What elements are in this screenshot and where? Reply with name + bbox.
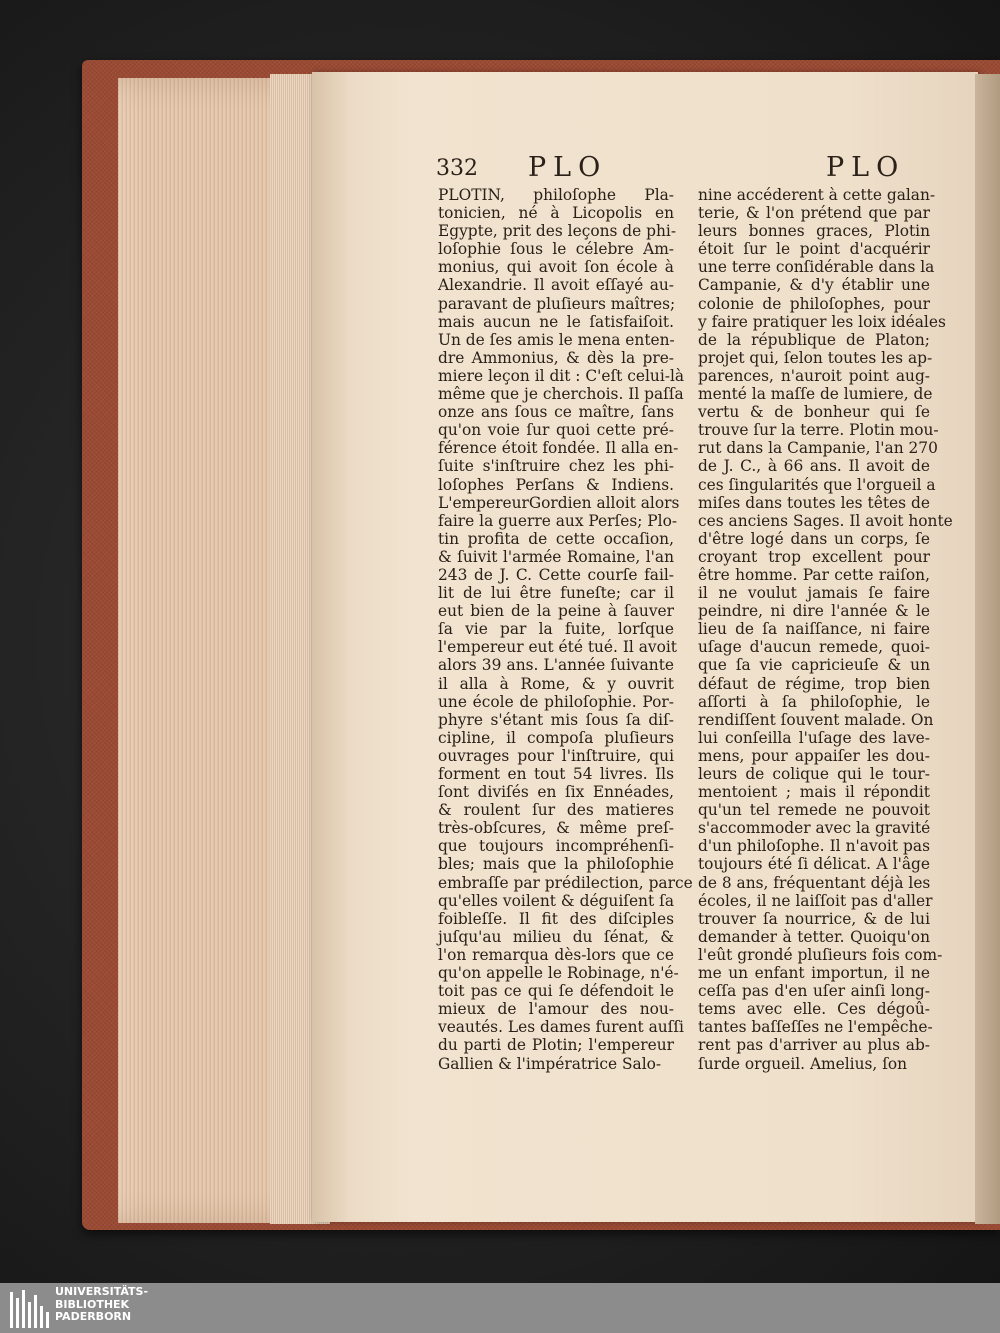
text-line: loſophes Perſans & Indiens. [438, 475, 674, 494]
text-line: qu'on voie ſur quoi cette pré- [438, 421, 674, 440]
text-line: trouve ſur la terre. Plotin mou- [698, 421, 939, 440]
text-line: menté la maſſe de lumiere, de [698, 385, 933, 404]
text-line: ſa vie par la fuite, lorſque [438, 620, 674, 639]
text-line: de J. C., à 66 ans. Il avoit de [698, 457, 930, 476]
text-column-left [438, 186, 693, 1073]
text-line: & roulent ſur des matieres [438, 801, 674, 820]
text-line: que ſa vie capricieuſe & un [698, 656, 930, 675]
text-line: d'être logé dans un corps, ſe [698, 529, 930, 548]
text-line: rent pas d'arriver au plus ab- [698, 1036, 930, 1055]
text-line: croyant trop excellent pour [698, 547, 930, 566]
text-line: terie, & l'on prétend que par [698, 204, 930, 223]
library-name [55, 1286, 148, 1324]
text-line: colonie de philoſophes, pour [698, 294, 930, 313]
text-line: onze ans ſous ce maître, ſans [438, 403, 674, 422]
text-line: peindre, ni dire l'année & le [698, 602, 930, 621]
text-line: tonicien, né à Licopolis en [438, 204, 674, 223]
text-line: être homme. Par cette raiſon, [698, 565, 930, 584]
text-line: Alexandrie. Il avoit eſſayé au- [438, 276, 674, 295]
text-line: trouver ſa nourrice, & de lui [698, 909, 930, 928]
text-line: ſont diviſés en ſix Ennéades, [438, 783, 674, 802]
text-line: mens, pour appaiſer les dou- [698, 746, 930, 765]
text-line: écoles, il ne laiſſoit pas d'aller [698, 891, 933, 910]
text-line: il ne voulut jamais ſe faire [698, 584, 930, 603]
library-name-line-1: UNIVERSITÄTS- [55, 1285, 149, 1298]
text-line: l'on remarqua dès-lors que ce [438, 945, 674, 964]
text-line: monius, qui avoit ſon école à [438, 258, 674, 277]
text-line: tin profita de cette occaſion, [438, 529, 674, 548]
text-line: y faire pratiquer les loix idéales [698, 312, 946, 331]
text-line: rendiſſent ſouvent malade. On [698, 710, 934, 729]
text-line: défaut de régime, trop bien [698, 674, 930, 693]
text-line: ſuite s'inſtruire chez les phi- [438, 457, 674, 476]
text-line: aſſorti à ſa philoſophie, le [698, 692, 930, 711]
text-line: que toujours incompréhenſi- [438, 837, 674, 856]
text-line: d'un philoſophe. Il n'avoit pas [698, 837, 930, 856]
left-running-head: PLO [528, 152, 608, 183]
text-line: uſage d'aucun remede, quoi- [698, 638, 930, 657]
text-line: 243 de J. C. Cette courſe fail- [438, 565, 674, 584]
text-line: juſqu'au milieu du ſénat, & [438, 927, 674, 946]
text-line: alors 39 ans. L'année ſuivante [438, 656, 674, 675]
text-line: phyre s'étant mis ſous ſa diſ- [438, 710, 674, 729]
text-line: mentoient ; mais il répondit [698, 783, 930, 802]
text-column-right [698, 186, 953, 1073]
text-line: ouvrages pour l'inſtruire, qui [438, 746, 674, 765]
text-line: une école de philoſophie. Por- [438, 692, 674, 711]
text-line: projet qui, ſelon toutes les ap- [698, 348, 933, 367]
text-line: férence étoit fondée. Il alla en- [438, 439, 679, 458]
text-line: ſurde orgueil. Amelius, ſon [698, 1054, 908, 1073]
text-line: du parti de Plotin; l'empereur [438, 1036, 674, 1055]
footer-bar [0, 1283, 1000, 1333]
page-gutter [975, 74, 1000, 1224]
text-line: PLOTIN, philoſophe Pla- [438, 186, 674, 204]
text-line: tantes baſſeſſes ne l'empêche- [698, 1018, 933, 1037]
text-line: miſes dans toutes les têtes de [698, 493, 930, 512]
text-line: vertu & de bonheur qui ſe [698, 403, 930, 422]
text-line: parences, n'auroit point aug- [698, 366, 930, 385]
text-line: paravant de pluſieurs maîtres; [438, 294, 676, 313]
text-line: cipline, il compoſa pluſieurs [438, 728, 674, 747]
text-line: eut bien de la peine à ſauver [438, 602, 674, 621]
text-line: il alla à Rome, & y ouvrit [438, 674, 674, 693]
text-line: veautés. Les dames furent auſſi [438, 1018, 684, 1037]
text-line: toujours été ſi délicat. A l'âge [698, 855, 930, 874]
text-line: lui conſeilla l'uſage des lave- [698, 728, 930, 747]
text-line: rut dans la Campanie, l'an 270 [698, 439, 938, 458]
text-line: tems avec elle. Ces dégoû- [698, 1000, 930, 1019]
text-line: L'empereurGordien alloit alors [438, 493, 680, 512]
text-line: ceſſa pas d'en uſer ainſi long- [698, 982, 930, 1001]
text-line: même que je cherchois. Il paſſa [438, 385, 684, 404]
text-line: foibleſſe. Il fit des diſciples [438, 909, 674, 928]
right-running-head: PLO [826, 152, 906, 183]
text-line: de 8 ans, fréquentant déjà les [698, 873, 931, 892]
text-line: qu'un tel remede ne pouvoit [698, 801, 930, 820]
library-logo-icon [8, 1286, 52, 1330]
text-line: l'empereur eut été tué. Il avoit [438, 638, 677, 657]
text-line: leurs de colique qui le tour- [698, 765, 930, 783]
text-line: s'accommoder avec la gravité [698, 819, 931, 838]
text-line: mais aucun ne le ſatisfaiſoit. [438, 312, 674, 331]
text-line: Gallien & l'impératrice Salo- [438, 1054, 662, 1073]
text-line: & ſuivit l'armée Romaine, l'an [438, 547, 674, 566]
library-name-line-3: PADERBORN [55, 1310, 132, 1323]
text-line: me un enfant importun, il ne [698, 964, 930, 983]
text-line: une terre conſidérable dans la [698, 258, 935, 277]
page-number: 332 [436, 156, 478, 181]
text-line: lieu de ſa naiſſance, ni faire [698, 620, 930, 639]
text-line: l'eût grondé pluſieurs fois com- [698, 945, 943, 964]
text-line: Campanie, & d'y établir une [698, 276, 930, 295]
text-line: faire la guerre aux Perſes; Plo- [438, 511, 678, 530]
text-line: dre Ammonius, & dès la pre- [438, 348, 674, 367]
text-line: leurs bonnes graces, Plotin [698, 222, 930, 241]
text-line: forment en tout 54 livres. Ils [438, 765, 674, 783]
text-line: mieux de l'amour des nou- [438, 1000, 674, 1019]
text-line: étoit ſur le point d'acquérir [698, 240, 930, 259]
text-line: demander à tetter. Quoiqu'on [698, 927, 930, 946]
text-line: lit de lui être funeſte; car il [438, 584, 674, 603]
text-line: miere leçon il dit : C'eſt celui-là [438, 366, 685, 385]
text-line: toit pas ce qui ſe défendoit le [438, 982, 674, 1001]
running-header [436, 152, 942, 186]
library-name-line-2: BIBLIOTHEK [55, 1297, 130, 1311]
text-line: qu'elles voilent & déguiſent ſa [438, 891, 674, 910]
text-line: très-obſcures, & même preſ- [438, 819, 674, 838]
text-line: bles; mais que la philoſophie [438, 855, 674, 874]
text-line: ces ſingularités que l'orgueil a [698, 475, 936, 494]
text-line: Un de ſes amis le mena enten- [438, 330, 675, 349]
text-line: de la république de Platon; [698, 330, 930, 349]
text-line: ces anciens Sages. Il avoit honte [698, 511, 953, 530]
text-line: Egypte, prit des leçons de phi- [438, 222, 677, 241]
text-line: loſophie ſous le célebre Am- [438, 240, 674, 259]
text-line: nine accéderent à cette galan- [698, 186, 936, 204]
text-line: embraſſe par prédilection, parce [438, 873, 693, 892]
text-line: qu'on appelle le Robinage, n'é- [438, 964, 679, 983]
